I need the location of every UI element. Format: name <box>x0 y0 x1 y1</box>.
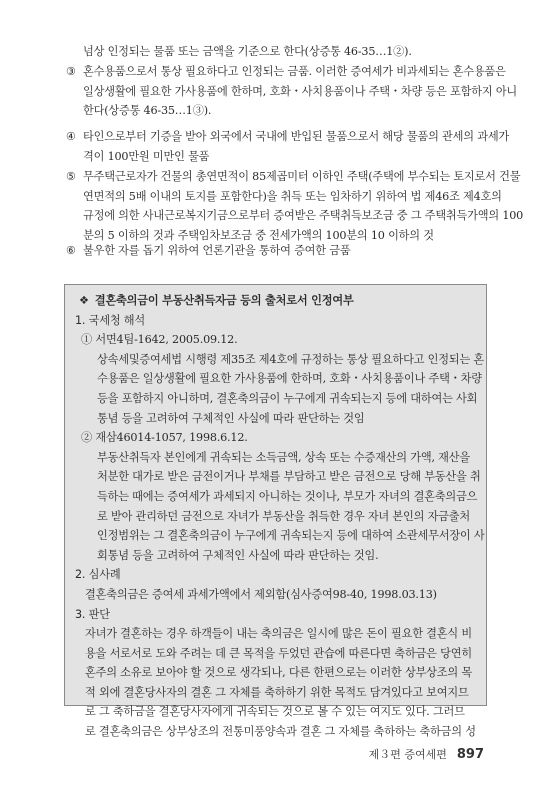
text-line: 통념 등을 고려하여 구체적인 사실에 따라 판단하는 것임 <box>97 411 365 425</box>
text-line: 득하는 때에는 증여세가 과세되지 아니하는 것이나, 부모가 자녀의 결혼축의금으 <box>97 489 478 503</box>
item-line: 불우한 자를 돕기 위하여 언론기관을 통하여 증여한 금품 <box>83 244 351 257</box>
text-line: 부동산취득자 본인에게 귀속되는 소득금액, 상속 또는 수증재산의 가액, 재산을 <box>97 450 470 464</box>
text-line: 자녀가 결혼하는 경우 하객들이 내는 축의금은 일시에 많은 돈이 필요한 결혼식 비 <box>85 627 472 641</box>
sub-text <box>97 448 485 566</box>
item-line: 규정에 의한 사내근로복지기금으로부터 증여받은 주택취득보조금 중 그 주택취득가액의 100 <box>83 209 524 223</box>
sub-text <box>97 350 485 428</box>
footer-section: 제３편 증여세편 <box>368 748 447 761</box>
section-heading: 1. 국세청 해석 <box>75 313 146 327</box>
section-text <box>85 624 480 742</box>
section-heading: 3. 판단 <box>75 607 110 621</box>
text-line: 로 그 축하금을 결혼당사자에게 귀속되는 것으로 볼 수 있는 여지도 있다. 그러므 <box>85 705 465 719</box>
item-line: 연면적의 5배 이내의 토지를 포함한다)을 취득 또는 임차하기 위하여 법 제46조 제4호의 <box>83 189 502 203</box>
intro-paragraph <box>83 42 511 62</box>
text-line: 로 결혼축의금은 상부상조의 전통미풍양속과 결혼 그 자체를 축하하는 축하금의 성 <box>85 725 476 739</box>
item-number: ③ <box>66 65 76 78</box>
page-number: 897 <box>456 747 484 762</box>
item-line: 혼수용품으로서 통상 필요하다고 인정되는 금품. 이러한 증여세가 비과세되는 혼수용품은 <box>83 65 506 78</box>
item-text <box>83 241 496 261</box>
sub-label: ② 재삼46014-1057, 1998.6.12. <box>81 431 248 445</box>
text-line: 인정범위는 그 결혼축의금이 누구에게 귀속되는지 등에 대하여 소관세무서장이 사 <box>97 529 485 543</box>
item-line: 격이 100만원 미만인 물품 <box>83 149 210 163</box>
item-text <box>83 62 518 121</box>
item-line: 분의 5 이하의 것과 주택임차보조금 중 전세가액의 100분의 10 이하의 것 <box>83 228 434 242</box>
section-text <box>85 585 480 605</box>
text-line: 상속세및증여세법 시행령 제35조 제4호에 규정하는 통상 필요하다고 인정되는 혼 <box>97 352 485 366</box>
text-line: 등을 포함하지 아니하며, 결혼축의금이 누구에게 귀속되는지 등에 대하여는 사회 <box>97 391 478 405</box>
item-line: 무주택근로자가 건물의 총연면적이 85제곱미터 이하인 주택(주택에 부수되는 토지로서 건물 <box>83 170 521 183</box>
text-line: 결혼축의금은 증여세 과세가액에서 제외함(심사증여98-40, 1998.03.13) <box>85 587 437 601</box>
text-line: 혼주의 소유로 보아야 할 것으로 생각되나, 다른 한편으로는 이러한 상부상조의 목 <box>85 666 472 680</box>
item-text <box>83 167 524 245</box>
item-number: ⑤ <box>66 170 76 183</box>
list-item-4 <box>66 127 510 166</box>
item-line: 타인으로부터 기증을 받아 외국에서 국내에 반입된 물품으로서 해당 물품의 관세의 과세가 <box>83 130 510 143</box>
item-number: ④ <box>66 130 76 143</box>
text-line: 처분한 대가로 받은 금전이거나 부채를 부담하고 받은 금전으로 당해 부동산을 취 <box>97 470 481 484</box>
page-footer <box>369 746 484 762</box>
item-line: 일상생활에 필요한 가사용품에 한하며, 호화・사치용품이나 주택・차량 등은 포함하지 아니 <box>83 84 518 98</box>
list-item-5 <box>66 167 524 245</box>
text-line: 회통념 등을 고려하여 구체적인 사실에 따라 판단하는 것임. <box>97 548 379 562</box>
intro-line: 넘상 인정되는 물품 또는 금액을 기준으로 한다(상증통 46-35…1②). <box>83 45 412 58</box>
text-line: 수용품은 일상생활에 필요한 가사용품에 한하며, 호화・사치용품이나 주택・차량 <box>97 372 482 386</box>
case-box <box>64 284 487 739</box>
text-line: 로 받아 관리하던 금전으로 자녀가 부동산을 취득한 경우 자녀 본인의 자금출처 <box>97 509 470 523</box>
text-line: 용을 서로서로 도와 주려는 데 큰 목적을 두었던 관습에 따른다면 축하금은 당연히 <box>85 646 472 660</box>
section-heading: 2. 심사례 <box>75 568 121 582</box>
box-title-text: 결혼축의금이 부동산취득자금 등의 출처로서 인정여부 <box>94 294 354 307</box>
list-item-3 <box>66 62 518 121</box>
box-title <box>79 291 480 311</box>
diamond-bullet-icon: ❖ <box>79 294 89 307</box>
text-line: 적 외에 결혼당사자의 결혼 그 자체를 축하하기 위한 목적도 담겨있다고 보여지므 <box>85 685 469 699</box>
sub-label: ① 서면4팀-1642, 2005.09.12. <box>81 333 238 347</box>
list-item-6 <box>66 241 496 261</box>
item-text <box>83 127 510 166</box>
item-number: ⑥ <box>66 244 76 257</box>
item-line: 한다(상증통 46-35…1③). <box>83 104 212 118</box>
